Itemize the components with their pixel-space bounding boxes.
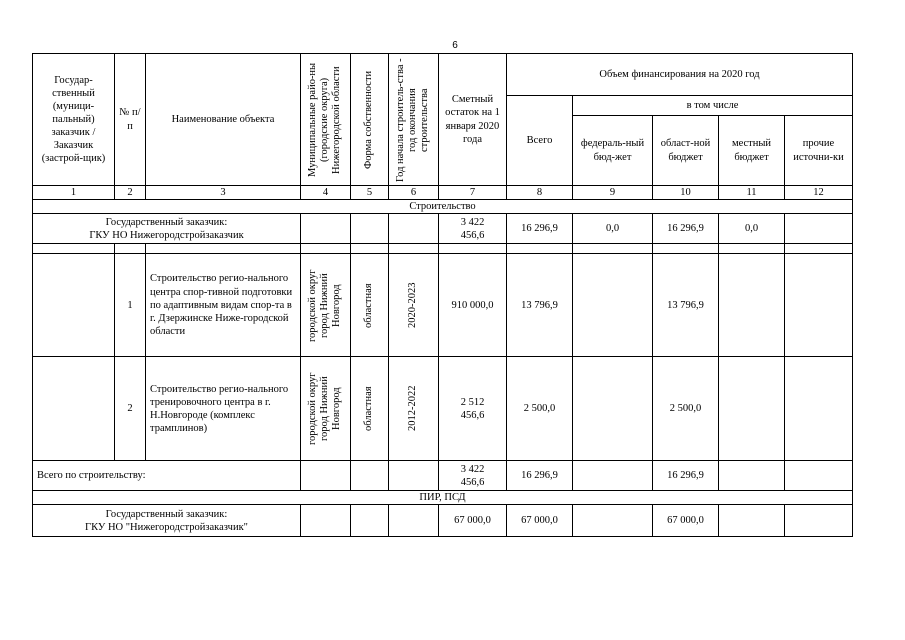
section-design: ПИР, ПСД [33,491,853,505]
column-numbers-row [33,186,853,200]
header-ownership: Форма собственности [363,70,375,169]
table-row [33,254,853,357]
header-row [33,54,853,96]
column-number: 2 [115,186,146,200]
header-financing: Объем финансирования на 2020 год [507,54,853,96]
header-customer: Государ-ственный (муници-пальный) заказчик / Заказчик (застрой-щик) [33,54,115,186]
column-number: 4 [301,186,351,200]
column-number: 5 [351,186,389,200]
object-number: 1 [115,254,146,357]
design-customer-total: 67 000,0 [507,505,573,537]
object-years: 2012-2022 [407,386,419,432]
customer-row [33,214,853,244]
construction-total-total: 16 296,9 [507,461,573,491]
object-regional: 13 796,9 [653,254,719,357]
header-years-cell [389,54,439,186]
object-years-cell [389,357,439,461]
header-federal: федераль-ный бюд-жет [573,116,653,186]
customer-label: Государственный заказчик: ГКУ НО Нижегородстройзаказчик [33,214,301,244]
object-name: Строительство регио-нального центра спор-тивной подготовки по адаптивным видам спор-та в г. Дзержинске Ниже-городской области [146,254,301,357]
column-number: 10 [653,186,719,200]
section-row [33,200,853,214]
column-number: 12 [785,186,853,200]
financing-table [32,53,853,537]
header-object-name: Наименование объекта [146,54,301,186]
design-customer-regional: 67 000,0 [653,505,719,537]
object-total: 2 500,0 [507,357,573,461]
customer-total: 16 296,9 [507,214,573,244]
customer-federal: 0,0 [573,214,653,244]
object-district-cell [301,254,351,357]
header-ownership-cell [351,54,389,186]
object-ownership-cell [351,357,389,461]
column-number: 7 [439,186,507,200]
customer-row [33,505,853,537]
column-number: 1 [33,186,115,200]
design-customer-estimate: 67 000,0 [439,505,507,537]
column-number: 9 [573,186,653,200]
header-estimate: Сметный остаток на 1 января 2020 года [439,54,507,186]
object-years: 2020-2023 [407,282,419,328]
column-number: 6 [389,186,439,200]
customer-estimate: 3 422 456,6 [439,214,507,244]
construction-total-estimate: 3 422 456,6 [439,461,507,491]
table-row [33,357,853,461]
header-districts-cell [301,54,351,186]
object-estimate: 2 512 456,6 [439,357,507,461]
header-number: № п/п [115,54,146,186]
object-district: городской округ город Нижний Новгород [307,372,343,446]
total-row [33,461,853,491]
object-district: городской округ город Нижний Новгород [307,268,343,342]
section-construction: Строительство [33,200,853,214]
object-district-cell [301,357,351,461]
header-years: Год начала строитель-ства - год окончания строительства [395,57,431,182]
object-ownership-cell [351,254,389,357]
column-number: 3 [146,186,301,200]
header-local: местный бюджет [719,116,785,186]
header-regional: област-ной бюджет [653,116,719,186]
page-number: 6 [452,40,458,51]
customer-regional: 16 296,9 [653,214,719,244]
object-name: Строительство регио-нального тренировочного центра в г. Н.Новгороде (комплекс трамплинов) [146,357,301,461]
object-ownership: областная [363,282,375,328]
object-number: 2 [115,357,146,461]
object-years-cell [389,254,439,357]
construction-total-label: Всего по строительству: [33,461,301,491]
header-including: в том числе [573,96,853,116]
section-row [33,491,853,505]
column-number: 11 [719,186,785,200]
object-total: 13 796,9 [507,254,573,357]
design-customer-label: Государственный заказчик: ГКУ НО "Нижегородстройзаказчик" [33,505,301,537]
object-regional: 2 500,0 [653,357,719,461]
construction-total-regional: 16 296,9 [653,461,719,491]
header-total: Всего [507,96,573,186]
object-estimate: 910 000,0 [439,254,507,357]
column-number: 8 [507,186,573,200]
header-districts: Муниципальные райо-ны (городские округа) Нижегородской области [307,62,343,177]
customer-local: 0,0 [719,214,785,244]
object-ownership: областная [363,386,375,432]
spacer-row [33,244,853,254]
header-other: прочие источни-ки [785,116,853,186]
